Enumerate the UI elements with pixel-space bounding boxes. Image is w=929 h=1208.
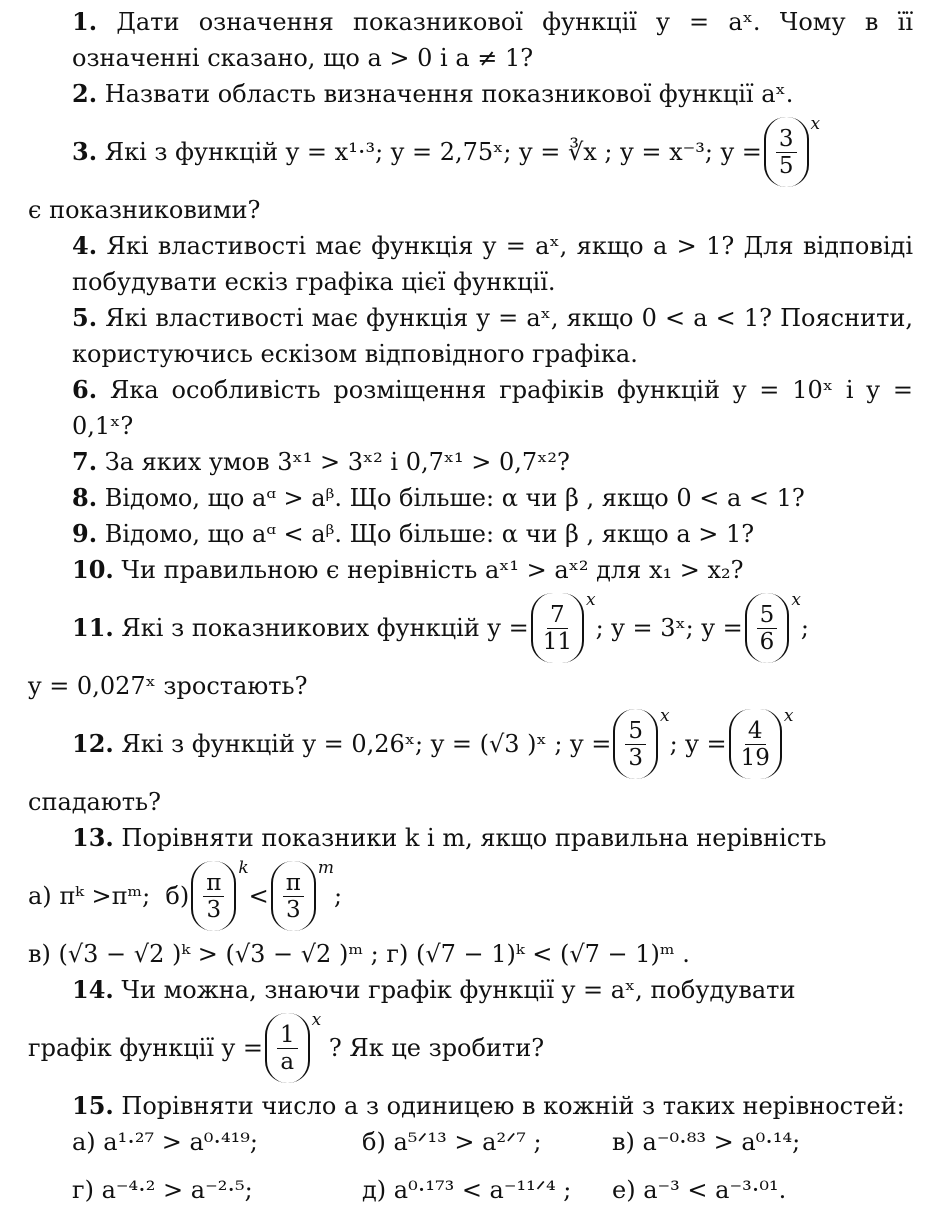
question-number: 8. [72, 483, 98, 512]
numerator: 5 [757, 602, 778, 629]
exponent: m [317, 858, 335, 878]
question-number: 15. [72, 1091, 114, 1120]
question-3-tail: є показниковими? [28, 196, 261, 224]
question-number: 14. [72, 975, 114, 1004]
question-14-formula [28, 1008, 913, 1088]
question-11 [28, 588, 913, 668]
question-13-vg: в) (√3 − √2 )ᵏ > (√3 − √2 )ᵐ ; г) (√7 − 1)ᵏ < (√7 − 1)ᵐ . [28, 940, 690, 968]
question-12-tail: спадають? [28, 788, 161, 816]
denominator: 11 [542, 628, 572, 655]
question-text: Назвати область визначення показникової функції aˣ. [104, 80, 794, 108]
question-text: Які з функцій y = 0,26ˣ; y = (√3 )ˣ ; y = [121, 730, 612, 758]
question-9 [28, 516, 913, 552]
numerator: 3 [776, 126, 797, 153]
question-text: Чи правильною є нерівність aˣ¹ > aˣ² для x₁ > x₂? [121, 556, 744, 584]
numerator: π [203, 870, 224, 897]
fraction [543, 602, 572, 655]
item-end: ; [334, 882, 343, 910]
question-number: 7. [72, 447, 98, 476]
inequality-item: г) a⁻⁴·² > a⁻²·⁵; [72, 1176, 253, 1204]
question-text-end: ; [800, 614, 809, 642]
fraction-parens [613, 709, 658, 779]
question-15-row-1 [28, 1124, 913, 1160]
inequality-item: б) a⁵ᐟ¹³ > a²ᐟ⁷ ; [362, 1128, 542, 1156]
numerator: 7 [547, 602, 568, 629]
question-7 [28, 444, 913, 480]
question-number: 10. [72, 555, 114, 584]
exponent: x [810, 114, 821, 134]
question-8 [28, 480, 913, 516]
fraction [757, 602, 778, 655]
question-text: Дати означення показникової функції y = aˣ. Чому в її означенні сказано, що a > 0 і a ≠ 1? [72, 8, 913, 72]
question-3 [28, 112, 913, 192]
fraction [203, 870, 224, 923]
numerator: 5 [625, 718, 646, 745]
question-10 [28, 552, 913, 588]
fraction [277, 1022, 298, 1075]
inequality-item: д) a⁰·¹⁷³ < a⁻¹¹ᐟ⁴ ; [362, 1176, 572, 1204]
question-text: За яких умов 3ˣ¹ > 3ˣ² і 0,7ˣ¹ > 0,7ˣ²? [104, 448, 570, 476]
exponent: x [791, 590, 801, 610]
question-11-tail: y = 0,027ˣ зростають? [28, 672, 308, 700]
denominator: 3 [206, 896, 222, 923]
question-number: 11. [72, 613, 114, 642]
exponent: x [783, 706, 794, 726]
question-2 [28, 76, 913, 112]
question-12 [28, 704, 913, 784]
denominator: a [280, 1048, 295, 1075]
fraction [283, 870, 304, 923]
exponent: k [238, 858, 249, 878]
denominator: 6 [759, 628, 775, 655]
fraction-parens [191, 861, 236, 931]
question-number: 2. [72, 79, 98, 108]
question-number: 6. [72, 375, 98, 404]
question-1 [28, 4, 913, 76]
fraction [741, 718, 770, 771]
exponent: x [660, 706, 670, 726]
question-text-mid: ; y = 3ˣ; y = [595, 614, 743, 642]
denominator: 19 [740, 744, 770, 771]
question-number: 1. [72, 7, 98, 36]
question-text: Порівняти показники k і m, якщо правильна нерівність [121, 824, 827, 852]
exponent: x [585, 590, 596, 610]
numerator: 4 [745, 718, 766, 745]
question-text: Чи можна, знаючи графік функції y = aˣ, побудувати [121, 976, 796, 1004]
inequality-item: в) a⁻⁰·⁸³ > a⁰·¹⁴; [612, 1128, 801, 1156]
numerator: π [283, 870, 304, 897]
exponent: x [311, 1010, 322, 1030]
item-label: а) [28, 882, 52, 910]
question-text: Які з функцій y = x¹·³; y = 2,75ˣ; y = ∛x ; y = x⁻³; y = [104, 138, 762, 166]
question-13-ab [28, 856, 913, 936]
fraction-parens [531, 593, 584, 663]
fraction-parens [265, 1013, 310, 1083]
question-text: Яка особливість розміщення графіків функцій y = 10ˣ і y = 0,1ˣ? [72, 376, 913, 440]
fraction-parens [729, 709, 782, 779]
question-number: 3. [72, 137, 98, 166]
question-text: Відомо, що aᵅ < aᵝ. Що більше: α чи β , якщо a > 1? [104, 520, 755, 548]
question-14 [28, 972, 913, 1008]
question-text: Які властивості має функція y = aˣ, якщо 0 < a < 1? Пояснити, користуючись ескізом відповідного графіка. [72, 304, 913, 368]
question-6 [28, 372, 913, 444]
fraction-parens [764, 117, 809, 187]
inequality-item: а) a¹·²⁷ > a⁰·⁴¹⁹; [72, 1128, 258, 1156]
question-text: Які з показникових функцій y = [121, 614, 529, 642]
question-text: графік функції y = [28, 1034, 263, 1062]
fraction [776, 126, 797, 179]
question-number: 12. [72, 729, 114, 758]
question-5 [28, 300, 913, 372]
question-15-row-2 [28, 1172, 913, 1208]
less-than: < [248, 882, 269, 910]
question-4 [28, 228, 913, 300]
question-number: 5. [72, 303, 98, 332]
numerator: 1 [277, 1022, 298, 1049]
question-text-mid: ; y = [669, 730, 727, 758]
question-number: 9. [72, 519, 98, 548]
question-number: 13. [72, 823, 114, 852]
item-label: б) [165, 882, 190, 910]
question-text: Порівняти число a з одиницею в кожній з таких нерівностей: [121, 1092, 905, 1120]
question-15 [28, 1088, 913, 1124]
fraction-parens [271, 861, 316, 931]
denominator: 3 [628, 744, 643, 771]
fraction [625, 718, 646, 771]
denominator: 5 [778, 152, 794, 179]
question-text-end: ? Як це зробити? [328, 1034, 545, 1062]
question-text: Відомо, що aᵅ > aᵝ. Що більше: α чи β , якщо 0 < a < 1? [104, 484, 805, 512]
denominator: 3 [286, 896, 301, 923]
question-13 [28, 820, 913, 856]
fraction-parens [745, 593, 790, 663]
item-expression: πᵏ >πᵐ; [59, 882, 151, 910]
question-number: 4. [72, 231, 98, 260]
question-text: Які властивості має функція y = aˣ, якщо a > 1? Для відповіді побудувати ескіз графіка цієї функції. [72, 232, 913, 296]
inequality-item: е) a⁻³ < a⁻³·⁰¹. [612, 1176, 787, 1204]
